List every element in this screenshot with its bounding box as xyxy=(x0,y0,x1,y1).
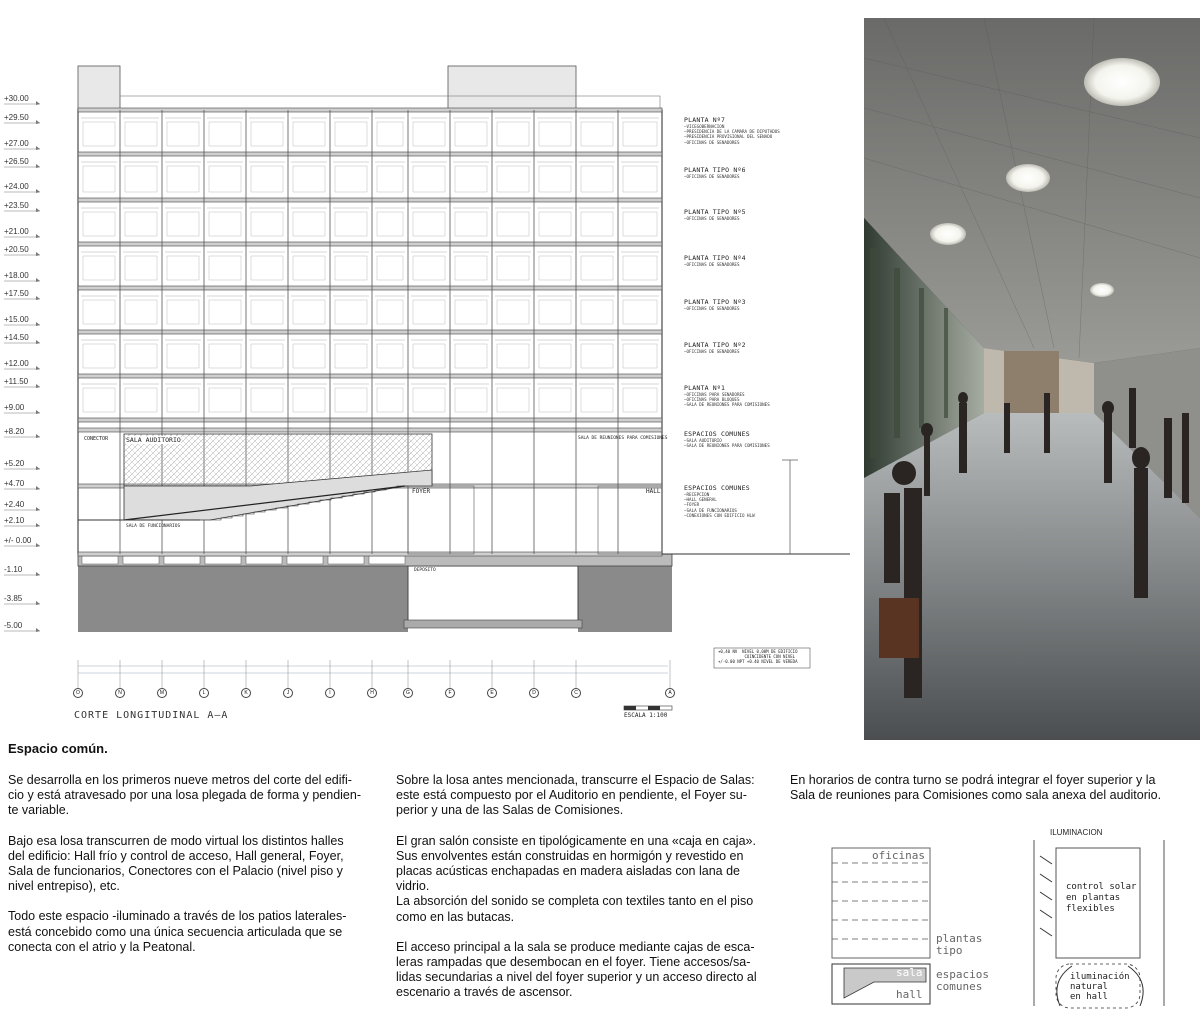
floor-item: —OFICINAS PARA SENADORES xyxy=(684,392,745,397)
floor-item: —RECEPCION xyxy=(684,492,710,497)
floor-item: —SALA DE REUNIONES PARA COMISIONES xyxy=(684,402,770,408)
axis-marker: F xyxy=(445,688,455,698)
floor-item: —VICEGOBERNACION xyxy=(684,124,725,129)
level-label: +26.50 xyxy=(4,157,29,166)
text-column-3 xyxy=(790,773,1195,818)
paragraph: Se desarrolla en los primeros nueve metros del corte del edifi- cio y está atravesado por una losa plegada de forma y pendien- te variable. xyxy=(8,773,362,818)
axis-marker: L xyxy=(199,688,209,698)
floor-item: —OFICINAS DE SENADORES xyxy=(684,306,740,311)
floor-title: PLANTA TIPO Nº5 xyxy=(684,208,746,216)
axis-marker: J xyxy=(283,688,293,698)
floor-label xyxy=(684,254,746,267)
legend-text: +0,40 NV NIVEL 0,00M DE EDIFICIO COINCIDENTE CON NIVEL +/-0.00 NPT +0.40 NIVEL DE VEREDA xyxy=(718,649,798,664)
floor-title: PLANTA TIPO Nº4 xyxy=(684,254,746,262)
floor-label xyxy=(684,484,755,518)
paragraph: Sobre la losa antes mencionada, transcurre el Espacio de Salas: este está compuesto por el Auditorio en pendiente, el Foyer su- perior y una de las Salas de Comisiones. xyxy=(396,773,755,818)
floor-item: —OFICINAS DE SENADORES xyxy=(684,216,740,221)
floor-item: —FOYER xyxy=(684,502,700,508)
room-deposito: DEPOSITO xyxy=(414,568,436,573)
floor-title: PLANTA TIPO Nº2 xyxy=(684,341,746,349)
floor-title: PLANTA TIPO Nº3 xyxy=(684,298,746,306)
label-plantas-tipo: plantas tipo xyxy=(936,932,983,957)
room-auditorio: SALA AUDITORIO xyxy=(126,436,181,444)
level-label: +11.50 xyxy=(4,377,29,386)
axis-marker: O xyxy=(73,688,83,698)
level-label: +4.70 xyxy=(4,479,25,488)
level-label: -5.00 xyxy=(4,621,23,630)
axis-marker: D xyxy=(529,688,539,698)
axis-marker: I xyxy=(325,688,335,698)
level-label: +23.50 xyxy=(4,201,29,210)
floor-item: —CONEXIONES CON EDIFICIO HLW xyxy=(684,512,755,518)
section-heading: Espacio común. xyxy=(8,741,108,756)
floor-item: —OFICINAS DE SENADORES xyxy=(684,139,740,145)
floor-label xyxy=(684,298,746,311)
level-label: +21.00 xyxy=(4,227,29,236)
floor-label xyxy=(684,384,770,408)
section-title: CORTE LONGITUDINAL A—A xyxy=(74,710,229,721)
floor-label xyxy=(684,116,780,145)
level-label: +5.20 xyxy=(4,459,25,468)
floor-title: PLANTA TIPO Nº6 xyxy=(684,166,746,174)
level-label: +27.00 xyxy=(4,139,29,148)
label-oficinas: oficinas xyxy=(872,849,925,862)
level-label: +9.00 xyxy=(4,403,25,412)
paragraph: El gran salón consiste en tipológicamente en una «caja en caja». Sus envolventes están construidas en hormigón y revestido en placas acústicas enchapadas en madera aisladas con lana de vidrio. La absorción del sonido se completa con textiles tanto en el piso como en las butacas. xyxy=(396,833,756,924)
label-control-solar: control solar en plantas flexibles xyxy=(1066,882,1137,914)
floor-label xyxy=(684,166,746,179)
diagram-title: ILUMINACION xyxy=(1050,828,1103,837)
axis-marker: A xyxy=(665,688,675,698)
label-hall: hall xyxy=(896,988,923,1001)
floor-item: —OFICINAS DE SENADORES xyxy=(684,349,740,354)
floor-title: PLANTA Nº1 xyxy=(684,384,726,392)
level-label: +8.20 xyxy=(4,427,25,436)
floor-title: ESPACIOS COMUNES xyxy=(684,430,750,438)
hall-render-image xyxy=(864,18,1200,740)
level-label: +29.50 xyxy=(4,113,29,122)
level-label: +30.00 xyxy=(4,94,29,103)
room-foyer: FOYER xyxy=(412,488,431,495)
level-label: +18.00 xyxy=(4,271,29,280)
scale-label: ESCALA 1:100 xyxy=(624,712,668,719)
label-sala: sala xyxy=(896,966,923,979)
level-label: +2.40 xyxy=(4,500,25,509)
level-label: -3.85 xyxy=(4,594,23,603)
level-label: +/- 0.00 xyxy=(4,536,32,545)
room-hall: HALL xyxy=(646,488,661,495)
room-funcionarios: SALA DE FUNCIONARIOS xyxy=(126,524,181,529)
axis-marker: C xyxy=(571,688,581,698)
floor-label xyxy=(684,430,770,448)
axis-marker: M xyxy=(157,688,167,698)
label-espacios-comunes: espacios comunes xyxy=(936,968,989,993)
paragraph: En horarios de contra turno se podrá integrar el foyer superior y la Sala de reuniones para Comisiones como sala anexa del auditorio. xyxy=(790,773,1162,803)
text-column-1 xyxy=(8,773,383,970)
floor-item: —PRESIDENCIA DE LA CAMARA DE DIPUTADOS xyxy=(684,129,780,135)
paragraph: Bajo esa losa transcurren de modo virtual los distintos halles del edificio: Hall frío y control de acceso, Hall general, Foyer, Sala de funcionarios, Conectores con el Palacio (nivel piso y nivel entrepiso), etc. xyxy=(8,833,344,894)
level-label: +14.50 xyxy=(4,333,29,342)
floor-item: —SALA DE REUNIONES PARA COMISIONES xyxy=(684,443,770,449)
level-label: +15.00 xyxy=(4,315,29,324)
level-label: +12.00 xyxy=(4,359,29,368)
floor-item: —SALA AUDITORIO xyxy=(684,438,722,443)
level-label: +2.10 xyxy=(4,516,25,525)
level-label: +20.50 xyxy=(4,245,29,254)
floor-label xyxy=(684,208,746,221)
floor-item: —SALA DE FUNCIONARIOS xyxy=(684,507,737,513)
text-column-2 xyxy=(396,773,776,1016)
floor-item: —HALL GENERAL xyxy=(684,497,717,503)
axis-marker: K xyxy=(241,688,251,698)
paragraph: El acceso principal a la sala se produce mediante cajas de esca- leras rampadas que desembocan en el foyer. Tiene accesos/sa- lidas secundarias a nivel del foyer superior y un acceso directo al escenario a través de ascensor. xyxy=(396,939,757,1000)
room-conector: CONECTOR xyxy=(84,436,109,442)
floor-item: —OFICINAS DE SENADORES xyxy=(684,174,740,179)
axis-marker: G xyxy=(403,688,413,698)
level-label: +24.00 xyxy=(4,182,29,191)
level-label: -1.10 xyxy=(4,565,23,574)
paragraph: Todo este espacio -iluminado a través de los patios laterales- está concebido como una única secuencia articulada que se conecta con el atrio y la Peatonal. xyxy=(8,909,347,954)
diagram-iluminacion xyxy=(1020,826,1180,1016)
label-iluminacion-natural: iluminación natural en hall xyxy=(1070,972,1130,1002)
axis-marker: H xyxy=(367,688,377,698)
axis-marker: E xyxy=(487,688,497,698)
diagram-spaces xyxy=(828,838,998,1018)
floor-title: PLANTA Nº7 xyxy=(684,116,726,124)
floor-title: ESPACIOS COMUNES xyxy=(684,484,750,492)
axis-marker: N xyxy=(115,688,125,698)
level-label: +17.50 xyxy=(4,289,29,298)
floor-label xyxy=(684,341,746,354)
room-reuniones: SALA DE REUNIONES PARA COMISIONES xyxy=(578,436,668,441)
floor-item: —PRESIDENCIA PROVISIONAL DEL SENADO xyxy=(684,134,773,140)
floor-item: —OFICINAS PARA BLOQUES xyxy=(684,397,740,403)
floor-item: —OFICINAS DE SENADORES xyxy=(684,262,740,267)
